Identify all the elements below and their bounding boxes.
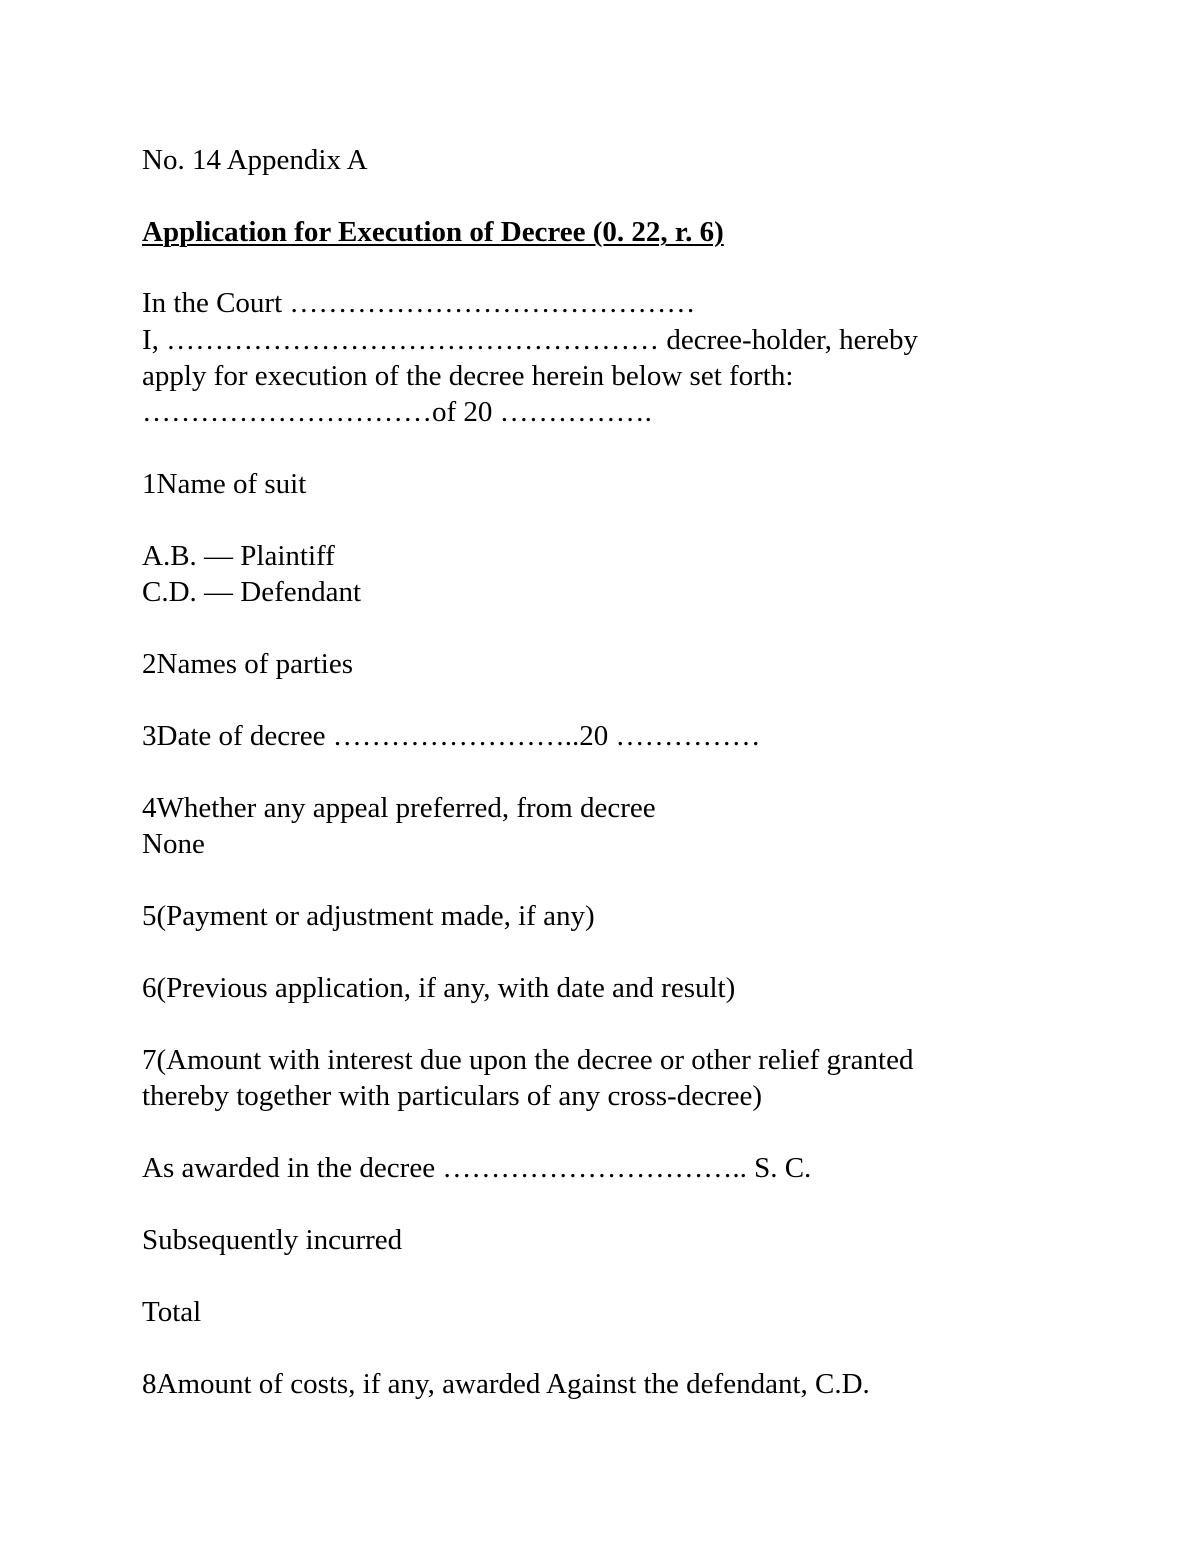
awarded-line: As awarded in the decree ………………………….. S. C. bbox=[142, 1152, 812, 1184]
item-names-of-parties: 2Names of parties bbox=[142, 648, 353, 680]
item-previous-application: 6(Previous application, if any, with date and result) bbox=[142, 972, 736, 1004]
item-amount-line-2: thereby together with particulars of any cross-decree) bbox=[142, 1080, 763, 1112]
apply-line: apply for execution of the decree herein below set forth: bbox=[142, 360, 794, 392]
item-amount-line-1: 7(Amount with interest due upon the decree or other relief granted bbox=[142, 1044, 914, 1076]
total-line: Total bbox=[142, 1296, 202, 1328]
item-costs: 8Amount of costs, if any, awarded Against the defendant, C.D. bbox=[142, 1368, 870, 1400]
document-header: No. 14 Appendix A bbox=[142, 144, 368, 176]
item-name-of-suit: 1Name of suit bbox=[142, 468, 307, 500]
document-title: Application for Execution of Decree (0. 22, r. 6) bbox=[142, 216, 724, 248]
party-defendant: C.D. — Defendant bbox=[142, 576, 362, 608]
item-date-of-decree: 3Date of decree ……………………..20 …………… bbox=[142, 720, 761, 752]
court-line: In the Court …………………………………… bbox=[142, 287, 696, 319]
suit-number-line: …………………………of 20 ……………. bbox=[142, 396, 652, 428]
item-appeal-answer: None bbox=[142, 828, 205, 860]
party-plaintiff: A.B. — Plaintiff bbox=[142, 540, 335, 572]
decree-holder-line: I, …………………………………………… decree-holder, hereby bbox=[142, 324, 919, 356]
item-payment: 5(Payment or adjustment made, if any) bbox=[142, 900, 595, 932]
item-appeal: 4Whether any appeal preferred, from decree bbox=[142, 792, 656, 824]
subsequently-incurred-line: Subsequently incurred bbox=[142, 1224, 403, 1256]
